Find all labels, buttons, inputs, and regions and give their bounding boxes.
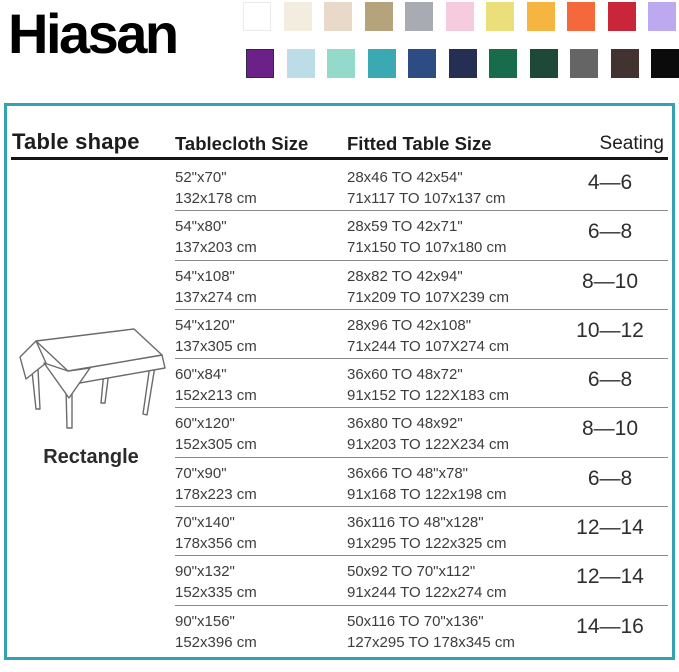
color-swatch-dark-green bbox=[530, 49, 558, 78]
color-swatch-red bbox=[608, 2, 636, 31]
seating-cell: 14—16 bbox=[576, 614, 644, 638]
seating-cell: 6—8 bbox=[587, 220, 633, 244]
color-swatch-row-bottom bbox=[246, 49, 679, 78]
color-swatch-brown bbox=[611, 49, 639, 78]
color-swatch-row-top bbox=[243, 2, 676, 31]
seating-cell: 12—14 bbox=[576, 516, 644, 540]
fitted-table-size-cell: 28x96 TO 42x108" 71x244 TO 107X274 cm bbox=[347, 316, 510, 355]
seating-cell: 8—10 bbox=[581, 269, 639, 293]
color-swatch-teal bbox=[368, 49, 396, 78]
fitted-table-size-cell: 36x66 TO 48"x78" 91x168 TO 122x198 cm bbox=[347, 464, 507, 503]
seating-cell: 8—10 bbox=[581, 417, 639, 441]
seating-cell: 10—12 bbox=[576, 318, 644, 342]
fitted-table-size-cell: 28x59 TO 42x71" 71x150 TO 107x180 cm bbox=[347, 218, 507, 257]
tablecloth-size-cell: 60"x84" 152x213 cm bbox=[175, 366, 257, 405]
color-swatch-green bbox=[489, 49, 517, 78]
color-swatch-dark-grey bbox=[570, 49, 598, 78]
tablecloth-size-cell: 90"x132" 152x335 cm bbox=[175, 563, 257, 602]
shape-label: Rectangle bbox=[43, 446, 139, 468]
color-swatch-blue bbox=[408, 49, 436, 78]
column-header-table-shape: Table shape bbox=[12, 129, 140, 154]
size-row bbox=[7, 606, 672, 655]
tablecloth-size-cell: 54"x120" 137x305 cm bbox=[175, 316, 257, 355]
seating-cell: 6—8 bbox=[587, 368, 633, 392]
rectangle-table-illustration bbox=[16, 311, 166, 436]
tablecloth-size-cell: 52"x70" 132x178 cm bbox=[175, 169, 257, 207]
tablecloth-size-cell: 70"x140" 178x356 cm bbox=[175, 514, 257, 553]
color-swatch-lavender bbox=[648, 2, 676, 31]
fitted-table-size-cell: 36x80 TO 48x92" 91x203 TO 122X234 cm bbox=[347, 415, 510, 454]
tablecloth-size-cell: 60"x120" 152x305 cm bbox=[175, 415, 257, 454]
size-row bbox=[7, 507, 672, 556]
color-swatch-black bbox=[651, 49, 679, 78]
size-row bbox=[7, 211, 672, 260]
fitted-table-size-cell: 28x46 TO 42x54" 71x117 TO 107x137 cm bbox=[347, 169, 506, 207]
column-header-fitted-table-size: Fitted Table Size bbox=[347, 133, 492, 154]
column-header-tablecloth-size: Tablecloth Size bbox=[175, 133, 309, 154]
fitted-table-size-cell: 50x116 TO 70"x136" 127x295 TO 178x345 cm bbox=[347, 612, 515, 651]
size-row bbox=[7, 162, 672, 211]
color-swatch-beige bbox=[324, 2, 352, 31]
fitted-table-size-cell: 36x60 TO 48x72" 91x152 TO 122X183 cm bbox=[347, 366, 510, 405]
size-row bbox=[7, 556, 672, 605]
size-chart-table bbox=[4, 103, 675, 660]
color-swatch-pink bbox=[446, 2, 474, 31]
color-swatch-navy bbox=[449, 49, 477, 78]
column-header-seating: Seating bbox=[599, 133, 664, 154]
fitted-table-size-cell: 36x116 TO 48"x128" 91x295 TO 122x325 cm bbox=[347, 514, 507, 553]
seating-cell: 12—14 bbox=[576, 565, 644, 589]
fitted-table-size-cell: 28x82 TO 42x94" 71x209 TO 107X239 cm bbox=[347, 267, 510, 306]
table-shape-cell bbox=[7, 311, 175, 469]
tablecloth-size-cell: 70"x90" 178x223 cm bbox=[175, 464, 257, 503]
brand-logo: Hiasan bbox=[8, 2, 177, 65]
color-swatch-khaki bbox=[365, 2, 393, 31]
color-swatch-white bbox=[243, 2, 271, 31]
color-swatch-gold bbox=[527, 2, 555, 31]
seating-cell: 4—6 bbox=[587, 171, 633, 194]
header-underline bbox=[11, 157, 668, 160]
color-swatch-light-blue bbox=[287, 49, 315, 78]
color-swatch-orange bbox=[567, 2, 595, 31]
tablecloth-size-cell: 54"x80" 137x203 cm bbox=[175, 218, 257, 257]
size-row bbox=[7, 261, 672, 310]
tablecloth-size-cell: 90"x156" 152x396 cm bbox=[175, 612, 257, 651]
seating-cell: 6—8 bbox=[587, 466, 633, 490]
color-swatch-grey bbox=[405, 2, 433, 31]
color-swatch-yellow bbox=[486, 2, 514, 31]
fitted-table-size-cell: 50x92 TO 70"x112" 91x244 TO 122x274 cm bbox=[347, 563, 507, 602]
color-swatch-purple bbox=[246, 49, 274, 78]
color-swatch-aqua bbox=[327, 49, 355, 78]
tablecloth-size-cell: 54"x108" 137x274 cm bbox=[175, 267, 257, 306]
color-swatch-ivory bbox=[284, 2, 312, 31]
